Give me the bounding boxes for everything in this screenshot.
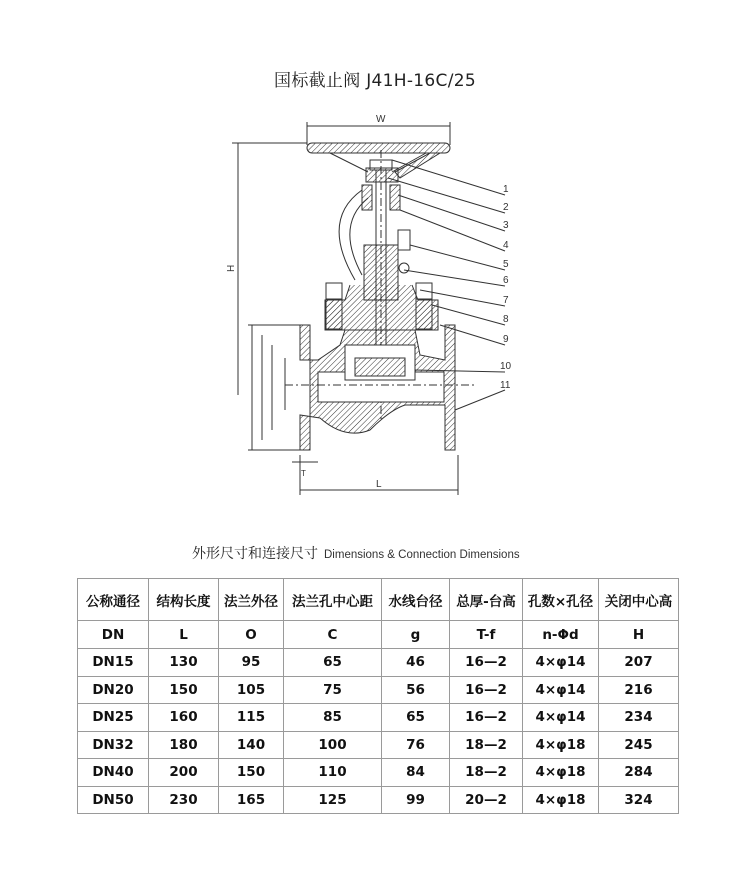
table-cell: 76: [382, 731, 450, 759]
subtitle-cn: 外形尺寸和连接尺寸: [192, 546, 318, 562]
table-cell: 75: [284, 676, 382, 704]
table-cell: 4×φ14: [523, 649, 599, 677]
table-cell: 234: [599, 704, 679, 732]
table-cell: 150: [149, 676, 219, 704]
table-cell: 65: [382, 704, 450, 732]
table-cell: 65: [284, 649, 382, 677]
table-cell: 140: [219, 731, 284, 759]
svg-text:7: 7: [503, 295, 509, 306]
table-cell: DN32: [78, 731, 149, 759]
header-cell: 水线台径: [382, 579, 450, 621]
svg-text:11: 11: [500, 380, 511, 391]
table-cell: 230: [149, 786, 219, 814]
svg-text:2: 2: [503, 202, 509, 213]
table-cell: 18—2: [450, 759, 523, 787]
table-row: [78, 759, 679, 787]
page-title: 国标截止阀 J41H-16C/25: [274, 71, 476, 91]
svg-text:4: 4: [503, 240, 509, 251]
header-cell: 法兰外径: [219, 579, 284, 621]
symbol-cell: O: [219, 621, 284, 649]
table-cell: DN15: [78, 649, 149, 677]
table-symbol-row: [78, 621, 679, 649]
table-cell: 16—2: [450, 676, 523, 704]
table-cell: 85: [284, 704, 382, 732]
table-cell: DN25: [78, 704, 149, 732]
table-cell: 100: [284, 731, 382, 759]
table-row: [78, 786, 679, 814]
symbol-cell: H: [599, 621, 679, 649]
table-row: [78, 649, 679, 677]
symbol-cell: g: [382, 621, 450, 649]
svg-text:9: 9: [503, 334, 509, 345]
table-cell: DN20: [78, 676, 149, 704]
symbol-cell: C: [284, 621, 382, 649]
symbol-cell: L: [149, 621, 219, 649]
section-subtitle: [192, 543, 520, 563]
symbol-cell: T-f: [450, 621, 523, 649]
table-row: [78, 731, 679, 759]
svg-text:8: 8: [503, 314, 509, 325]
header-cell: 法兰孔中心距: [284, 579, 382, 621]
table-cell: 105: [219, 676, 284, 704]
table-cell: 20—2: [450, 786, 523, 814]
table-cell: 4×φ14: [523, 704, 599, 732]
svg-text:H: H: [226, 264, 237, 272]
table-cell: 180: [149, 731, 219, 759]
subtitle-en: Dimensions & Connection Dimensions: [324, 549, 520, 561]
table-cell: 4×φ14: [523, 676, 599, 704]
header-cell: 孔数×孔径: [523, 579, 599, 621]
svg-text:6: 6: [503, 275, 509, 286]
svg-text:1: 1: [503, 184, 509, 195]
table-cell: 95: [219, 649, 284, 677]
table-cell: 207: [599, 649, 679, 677]
symbol-cell: DN: [78, 621, 149, 649]
svg-text:10: 10: [500, 361, 512, 372]
header-cell: 总厚-台高: [450, 579, 523, 621]
table-cell: 84: [382, 759, 450, 787]
table-cell: 216: [599, 676, 679, 704]
table-cell: DN40: [78, 759, 149, 787]
svg-text:W: W: [376, 114, 386, 125]
table-cell: 245: [599, 731, 679, 759]
table-row: [78, 704, 679, 732]
table-cell: 160: [149, 704, 219, 732]
table-cell: 16—2: [450, 649, 523, 677]
table-cell: 4×φ18: [523, 731, 599, 759]
table-cell: 324: [599, 786, 679, 814]
table-cell: 110: [284, 759, 382, 787]
table-header-row: [78, 579, 679, 621]
svg-text:T: T: [301, 469, 306, 478]
table-cell: 99: [382, 786, 450, 814]
table-cell: 150: [219, 759, 284, 787]
table-row: [78, 676, 679, 704]
header-cell: 公称通径: [78, 579, 149, 621]
table-cell: 4×φ18: [523, 786, 599, 814]
table-cell: 46: [382, 649, 450, 677]
dimensions-table: [77, 578, 679, 814]
svg-text:5: 5: [503, 259, 509, 270]
table-cell: 115: [219, 704, 284, 732]
svg-text:L: L: [376, 479, 382, 490]
svg-text:3: 3: [503, 220, 509, 231]
table-cell: DN50: [78, 786, 149, 814]
table-cell: 125: [284, 786, 382, 814]
table-cell: 56: [382, 676, 450, 704]
header-cell: 结构长度: [149, 579, 219, 621]
table-cell: 200: [149, 759, 219, 787]
table-cell: 165: [219, 786, 284, 814]
valve-drawing: [200, 105, 560, 505]
symbol-cell: n-Φd: [523, 621, 599, 649]
table-cell: 18—2: [450, 731, 523, 759]
table-cell: 4×φ18: [523, 759, 599, 787]
table-cell: 284: [599, 759, 679, 787]
table-cell: 16—2: [450, 704, 523, 732]
header-cell: 关闭中心高: [599, 579, 679, 621]
table-cell: 130: [149, 649, 219, 677]
